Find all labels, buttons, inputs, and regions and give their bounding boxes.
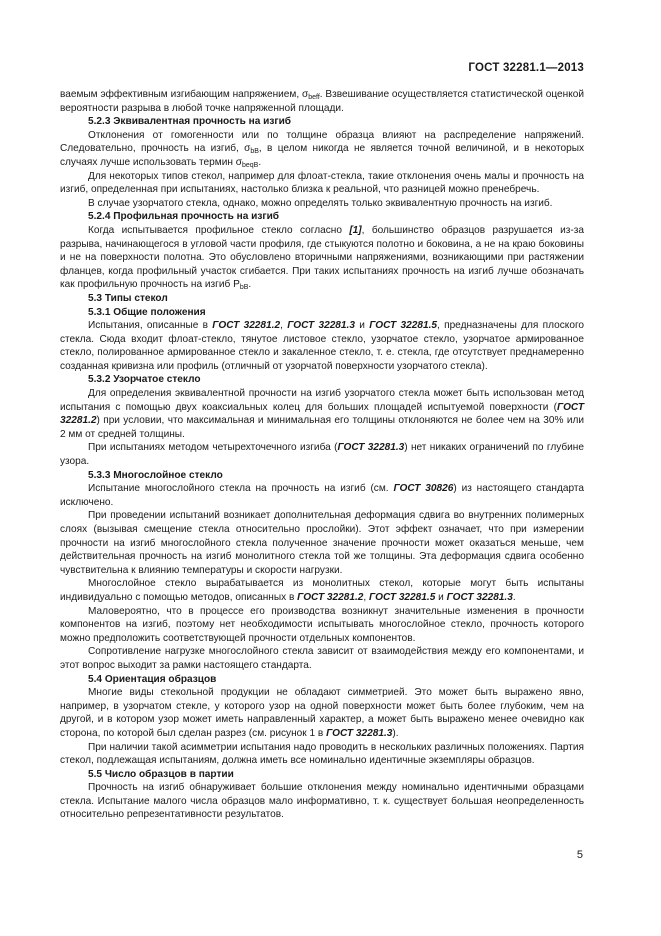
paragraph: В случае узорчатого стекла, однако, можно определять только эквивалентную прочность на изгиб.	[88, 197, 553, 209]
section-heading-5-5: 5.5 Число образцов в партии	[88, 768, 234, 780]
paragraph: Испытание многослойного стекла на прочность на изгиб (см. ГОСТ 30826) из настоящего стандарта исключено.	[60, 483, 584, 508]
section-heading-5-2-3: 5.2.3 Эквивалентная прочность на изгиб	[88, 116, 292, 128]
standard-reference: ГОСТ 32281.5	[369, 320, 437, 332]
reference-link: [1]	[349, 224, 362, 236]
paragraph: Отклонения от гомогенности или по толщине образца влияют на распределение напряжений. Следовательно, прочность на изгиб, $\sigma_{bB}$, в целом никогда не является точной величиной, и в некоторых случаях лучше использовать термин $\sigma_{beqB}$.	[60, 129, 585, 169]
section-heading-5-3-3: 5.3.3 Многослойное стекло	[88, 469, 223, 481]
section-heading-5-3-1: 5.3.1 Общие положения	[88, 306, 206, 318]
section-heading-5-2-4: 5.2.4 Профильная прочность на изгиб	[88, 211, 280, 223]
paragraph: Маловероятно, что в процессе его производства возникнут значительные изменения в прочности компонентов на изгиб, поэтому нет необходимости испытывать многослойное стекло, прочность которого можно предположить соответствующей прочности отдельных компонентов.	[60, 605, 584, 644]
paragraph: Когда испытывается профильное стекло согласно [1], большинство образцов разрушается из-за разрыва, начинающегося в угловой части профиля, где стыкуются полотно и боковина, а не на краю боковины и не на поверхности полотна. Это обусловлено вторичными напряжениями, возникающими при растяжении фланцев, когда профильный участок сгибается. При таких испытаниях прочность на изгиб лучше обозначать как профильную прочность на изгиб $P_{bB}$.	[60, 224, 584, 292]
section-heading-5-4: 5.4 Ориентация образцов	[88, 673, 217, 685]
section-heading-5-3: 5.3 Типы стекол	[88, 292, 168, 304]
paragraph: При наличии такой асимметрии испытания надо проводить в нескольких различных положениях. Партия стекол, подлежащая испытаниям, должна иметь все номинально идентичные экземпляры образцов.	[60, 741, 584, 767]
paragraph: Прочность на изгиб обнаруживает большие отклонения между номинально идентичными образцами стекла. Испытание малого числа образцов мало информативно, т. к. существует большая неопределенность относительно репрезентативности результатов.	[60, 782, 584, 821]
paragraph: Многослойное стекло вырабатывается из монолитных стекол, которые могут быть испытаны индивидуально с помощью методов, описанных в ГОСТ 32281.2, ГОСТ 32281.5 и ГОСТ 32281.3.	[60, 578, 584, 603]
document-body	[60, 88, 584, 822]
paragraph: Испытания, описанные в ГОСТ 32281.2, ГОСТ 32281.3 и ГОСТ 32281.5, предназначены для плоского стекла. Сюда входит флоат-стекло, тянутое листовое стекло, узорчатое стекло, узорчатое армированное стекло, полированное армированное стекло и закаленное стекло, т. е. стекла, где отсутствует преднамеренно созданная кривизна или профиль (отличный от узорчатой поверхности узорчатого стекла).	[60, 320, 585, 372]
paragraph: Для некоторых типов стекол, например для флоат-стекла, такие отклонения очень малы и прочность на изгиб, определенная при испытаниях, настолько близка к реальной, что разницей можно пренебречь.	[60, 170, 584, 196]
standard-reference: ГОСТ 32281.3	[446, 591, 513, 603]
page-number: 5	[576, 849, 583, 861]
paragraph: ваемым эффективным изгибающим напряжением, $\sigma_{beff}$. Взвешивание осуществляется статистической оценкой вероятности разрыва в любой точке напряженной площади.	[60, 89, 584, 114]
paragraph: При испытаниях методом четырехточечного изгиба (ГОСТ 32281.3) нет никаких ограничений по глубине узора.	[60, 442, 584, 468]
standard-reference: ГОСТ 30826	[393, 483, 454, 495]
paragraph: Для определения эквивалентной прочности на изгиб узорчатого стекла может быть использован метод испытания с помощью двух коаксиальных колец для больших площадей испытуемой поверхности (ГОСТ 32281.2) при условии, что максимальная и минимальная его толщины отклоняются не более чем на 30% или 2 мм от средней толщины.	[60, 388, 584, 440]
standard-reference: ГОСТ 32281.2	[297, 591, 364, 603]
standard-reference: ГОСТ 32281.2	[60, 401, 584, 427]
paragraph: Сопротивление нагрузке многослойного стекла зависит от взаимодействия между его компонентами, и этот вопрос выходит за рамки настоящего стандарта.	[60, 646, 584, 671]
paragraph: Многие виды стекольной продукции не обладают симметрией. Это может быть выражено явно, например, в узорчатом стекле, у которого узор на одной поверхности может быть более глубоким, чем на другой, и в котором узор может иметь направленный характер, а может быть выражено менее очевидно как сторона, по которой был сделан разрез (см. рисунок 1 в ГОСТ 32281.3).	[60, 687, 584, 739]
section-heading-5-3-2: 5.3.2 Узорчатое стекло	[88, 374, 201, 386]
standard-reference: ГОСТ 32281.5	[369, 591, 436, 603]
standard-reference: ГОСТ 32281.2	[212, 320, 281, 332]
standard-reference: ГОСТ 32281.3	[337, 442, 405, 454]
standard-reference: ГОСТ 32281.3	[326, 727, 393, 739]
paragraph: При проведении испытаний возникает дополнительная деформация сдвига во внутренних полимерных слоях (вызывая смещение стекла относительно прослойки). Этот эффект означает, что при измерении прочности на изгиб многослойного стекла полученное значение прочности может оказаться меньше, чем действительная прочность на изгиб монолитного стекла той же толщины. Эта деформация сдвига особенно чувствительна к влиянию температуры и скорости нагрузки.	[60, 510, 584, 576]
document-code: ГОСТ 32281.1—2013	[468, 62, 584, 74]
standard-reference: ГОСТ 32281.3	[287, 320, 355, 332]
